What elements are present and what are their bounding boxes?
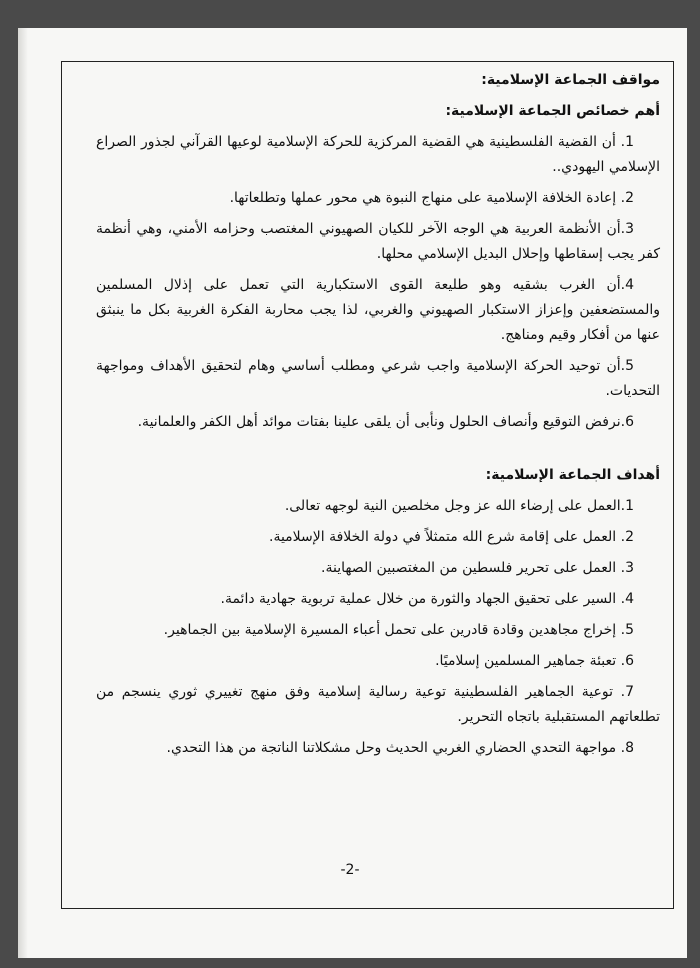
characteristic-item-6: 6.نرفض التوقيع وأنصاف الحلول ونأبى أن يلقى علينا بفتات موائد أهل الكفر والعلمانية. [137,414,634,430]
page-content [96,68,660,767]
document-title: مواقف الجماعة الإسلامية: [481,72,660,88]
goal-item-2: 2. العمل على إقامة شرع الله متمثلاً في دولة الخلافة الإسلامية. [269,529,634,545]
characteristic-item-2: 2. إعادة الخلافة الإسلامية على منهاج النبوة هي محور عملها وتطلعاتها. [229,190,634,206]
characteristic-item-4: 4.أن الغرب بشقيه وهو طليعة القوى الاستكبارية التي تعمل على إذلال المسلمين والمستضعفين وإعزاز الاستكبار الصهيوني والغربي، لذا يجب محاربة الفكرة الغربية بكل ما ينبثق عنها من أفكار وقيم ومناهج. [96,277,660,343]
goal-item-5: 5. إخراج مجاهدين وقادة قادرين على تحمل أعباء المسيرة الإسلامية بين الجماهير. [163,622,634,638]
goal-item-6: 6. تعبئة جماهير المسلمين إسلاميًا. [435,653,634,669]
characteristic-item-5: 5.أن توحيد الحركة الإسلامية واجب شرعي ومطلب أساسي وهام لتحقيق الأهداف ومواجهة التحديات. [96,358,660,399]
goal-item-7: 7. توعية الجماهير الفلسطينية توعية رسالية إسلامية وفق منهج تغييري ثوري ينسجم من تطلعاتهم المستقبلية باتجاه التحرير. [96,684,660,725]
goals-heading: أهداف الجماعة الإسلامية: [485,467,660,483]
characteristic-item-1: 1. أن القضية الفلسطينية هي القضية المركزية للحركة الإسلامية لوعيها القرآني لجذور الصراع الإسلامي اليهودي.. [96,134,660,175]
characteristic-item-3: 3.أن الأنظمة العربية هي الوجه الآخر للكيان الصهيوني المغتصب وحزامه الأمني، وهي أنظمة كفر يجب إسقاطها وإحلال البديل الإسلامي محلها. [96,221,660,262]
page-edge-shadow [18,28,28,958]
page-number: -2- [340,862,360,878]
goal-item-1: 1.العمل على إرضاء الله عز وجل مخلصين النية لوجهه تعالى. [284,498,634,514]
goal-item-4: 4. السير على تحقيق الجهاد والثورة من خلال عملية تربوية جهادية دائمة. [220,591,634,607]
goal-item-8: 8. مواجهة التحدي الحضاري الغربي الحديث وحل مشكلاتنا الناتجة من هذا التحدي. [166,740,634,756]
goal-item-3: 3. العمل على تحرير فلسطين من المغتصبين الصهاينة. [321,560,634,576]
characteristics-heading: أهم خصائص الجماعة الإسلامية: [445,103,660,119]
